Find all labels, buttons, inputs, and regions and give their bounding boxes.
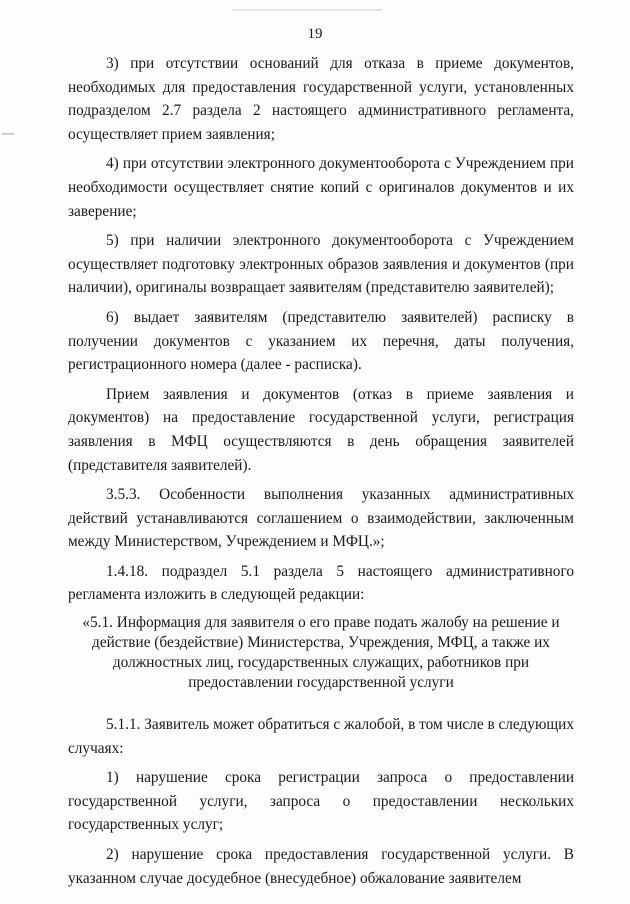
scan-artifact [2, 133, 14, 135]
section-heading [68, 613, 574, 693]
paragraph-item-5: 5) при наличии электронного документооборота с Учреждением осуществляет подготовку электронных образов заявления и документов (при наличии), оригиналы возвращает заявителям (представителю заявителей); [68, 232, 574, 297]
heading-line: действие (бездействие) Министерства, Учреждения, МФЦ, а также их [92, 634, 550, 652]
paragraph-item-3: 3) при отсутствии оснований для отказа в приеме документов, необходимых для предоставления государственной услуги, установленных подразделом 2.7 раздела 2 настоящего административного регламента, осуществляет прием заявления; [68, 55, 574, 143]
paragraph-5-1-1: 5.1.1. Заявитель может обратиться с жалобой, в том числе в следующих случаях: [68, 716, 574, 757]
paragraph-3-5-3: 3.5.3. Особенности выполнения указанных административных действий устанавливаются соглашением о взаимодействии, заключенным между Министерством, Учреждением и МФЦ.»; [68, 486, 574, 551]
heading-line: предоставлении государственной услуги [188, 674, 454, 692]
paragraph-case-1: 1) нарушение срока регистрации запроса о предоставлении государственной услуги, запроса о предоставлении нескольких государственных услуг; [68, 769, 574, 834]
paragraph-item-4: 4) при отсутствии электронного документооборота с Учреждением при необходимости осуществляет снятие копий с оригиналов документов и их заверение; [68, 155, 574, 220]
paragraph-case-2: 2) нарушение срока предоставления государственной услуги. В указанном случае досудебное (внесудебное) обжалование заявителем [68, 846, 574, 887]
document-body [68, 52, 574, 896]
scan-artifact [232, 9, 382, 11]
heading-line: «5.1. Информация для заявителя о его праве подать жалобу на решение и [82, 614, 560, 632]
heading-line: должностных лиц, государственных служащих, работников при [112, 654, 530, 672]
paragraph-1-4-18: 1.4.18. подраздел 5.1 раздела 5 настоящего административного регламента изложить в следующей редакции: [68, 562, 574, 604]
page-number: 19 [307, 26, 323, 42]
paragraph-reception: Прием заявления и документов (отказ в приеме заявления и документов) на предоставление государственной услуги, регистрация заявления в МФЦ осуществляются в день обращения заявителей (представителя заявителей). [68, 385, 574, 474]
paragraph-item-6: 6) выдает заявителям (представителю заявителей) расписку в получении документов с указанием их перечня, даты получения, регистрационного номера (далее - расписка). [68, 308, 574, 374]
